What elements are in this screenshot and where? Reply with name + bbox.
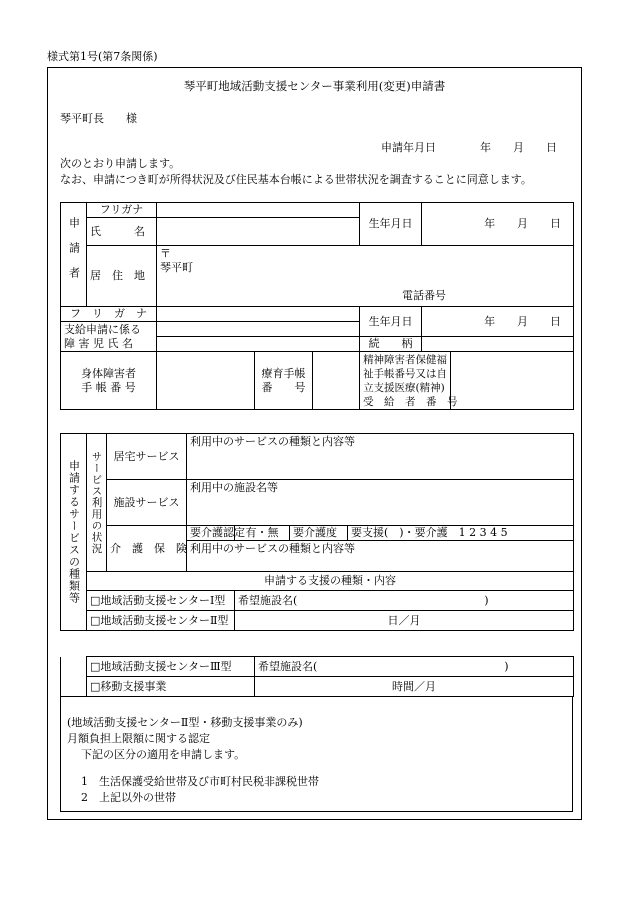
postal-mark: 〒: [160, 247, 171, 260]
town-name: 琴平町: [160, 261, 193, 274]
service-side-label: 申請するサービスの種類等: [61, 434, 87, 631]
care-detail-field[interactable]: 利用中のサービスの種類と内容等: [187, 541, 574, 572]
support-detail-3[interactable]: 希望施設名( ): [255, 657, 574, 677]
service-side-cont: [61, 657, 87, 697]
applicant-furigana-label: フリガナ: [87, 203, 157, 218]
intro-line-2: なお、申請につき町が所得状況及び住民基本台帳による世帯状況を調査することに同意します。: [60, 173, 532, 186]
support-detail-1[interactable]: 希望施設名( ): [235, 591, 574, 611]
application-sheet: [47, 67, 582, 820]
care-level-value[interactable]: 要支援( )・要介護 1 2 3 4 5: [348, 526, 574, 541]
home-service-field[interactable]: 利用中のサービスの種類と内容等: [187, 434, 574, 480]
phone-label: 電話番号: [402, 289, 446, 302]
child-furigana-label: フ リ ガ ナ: [61, 307, 157, 322]
service-table: [60, 433, 574, 631]
limit-option-1[interactable]: 1 生活保護受給世帯及び市町村民税非課税世帯: [81, 775, 319, 788]
limit-option-2[interactable]: 2 上記以外の世帯: [81, 791, 176, 804]
relation-field[interactable]: [422, 337, 574, 352]
relation-label: 続 柄: [360, 337, 422, 352]
applicant-address-field[interactable]: [157, 246, 574, 307]
support-header: 申請する支援の種類・内容: [87, 572, 574, 591]
rehab-handbook-label: 療育手帳 番 号: [255, 352, 313, 410]
facility-service-field[interactable]: 利用中の施設名等: [187, 480, 574, 526]
physical-handbook-field[interactable]: [157, 352, 255, 410]
limit-line-2: 月額負担上限額に関する認定: [67, 732, 210, 745]
applicant-address-label: 居 住 地: [87, 246, 157, 307]
application-date: 申請年月日 年 月 日: [381, 141, 557, 154]
child-furigana-field[interactable]: [157, 307, 360, 322]
applicant-birth-label: 生年月日: [360, 203, 422, 246]
support-type-3[interactable]: □地域活動支援センターⅢ型: [87, 657, 255, 677]
applicant-name-label: 氏 名: [87, 218, 157, 246]
form-title: 琴平町地域活動支援センター事業利用(変更)申請書: [183, 79, 446, 93]
applicant-name-field[interactable]: [157, 218, 360, 246]
child-birth-field[interactable]: 年 月 日: [422, 307, 574, 337]
child-name-field-lower[interactable]: [157, 337, 360, 352]
applicant-birth-field[interactable]: 年 月 日: [422, 203, 574, 246]
support-detail-2[interactable]: 日／月: [235, 611, 574, 631]
care-insurance-label: 介 護 保 険: [107, 526, 187, 572]
care-cert-value[interactable]: 有・無: [235, 526, 290, 541]
home-service-label: 居宅サービス: [107, 434, 187, 480]
applicant-table: [60, 202, 574, 410]
child-name-field[interactable]: [157, 322, 360, 337]
limit-line-3: 下記の区分の適用を申請します。: [81, 748, 246, 761]
child-name-label: 支給申請に係る 障 害 児 氏 名: [61, 322, 157, 352]
applicant-side-label: 申請者: [61, 203, 87, 307]
mental-handbook-field[interactable]: [451, 352, 574, 410]
addressee: 琴平町長 様: [60, 112, 137, 125]
care-cert-label: 要介護認定: [187, 526, 235, 541]
support-detail-4[interactable]: 時間／月: [255, 677, 574, 697]
support-type-4[interactable]: □移動支援事業: [87, 677, 255, 697]
mental-handbook-label: 精神障害者保健福 祉手帳番号又は自 立支援医療(精神) 受 給 者 番 号: [360, 352, 451, 410]
intro-line-1: 次のとおり申請します。: [60, 157, 181, 170]
service-table-cont: [60, 656, 574, 697]
support-type-2[interactable]: □地域活動支援センターⅡ型: [87, 611, 235, 631]
child-birth-label: 生年月日: [360, 307, 422, 337]
support-type-1[interactable]: □地域活動支援センターⅠ型: [87, 591, 235, 611]
applicant-furigana-field[interactable]: [157, 203, 360, 218]
care-level-label: 要介護度: [290, 526, 348, 541]
form-number: 様式第1号(第7条関係): [47, 50, 158, 63]
physical-handbook-label: 身体障害者 手 帳 番 号: [61, 352, 157, 410]
facility-service-label: 施設サービス: [107, 480, 187, 526]
rehab-handbook-field[interactable]: [313, 352, 360, 410]
usage-status-label: サービス利用の状況: [87, 434, 107, 572]
limit-line-1: (地域活動支援センターⅡ型・移動支援事業のみ): [67, 716, 303, 729]
limit-section: [60, 697, 573, 812]
